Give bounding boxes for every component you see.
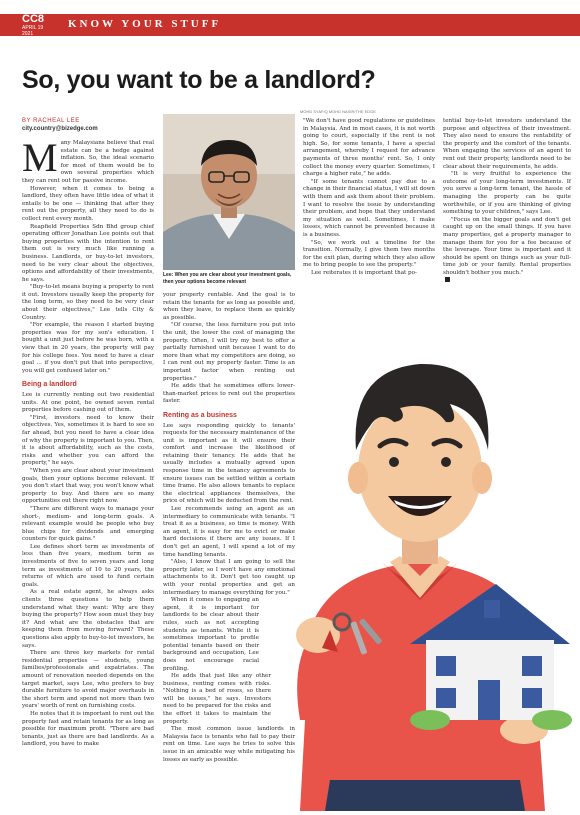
portrait-photo — [163, 114, 295, 270]
column-3 — [303, 118, 435, 277]
byline: BY RACHEAL LEE — [22, 118, 80, 124]
paragraph: "There are different ways to manage your short-, medium- and long-term goals. A relevant example would be people who buy blue chips for dividends and emerging counters for quick gains." — [22, 505, 154, 543]
paragraph: Lee reiterates it is important that po- — [311, 269, 417, 276]
paragraph: He notes that it is important to rent out the property fast and retain tenants for as long as possible for maximum profit. "There are bad tenants, just as there are bad landlords. As a landlord, you have to make — [22, 710, 154, 748]
photo-caption: Lee: When you are clear about your investment goals, then your options become relevant — [163, 272, 292, 285]
paragraph: Lee is currently renting out two residential units. At one point, he owned seven rental properties before cashing out of them. — [22, 392, 154, 414]
paragraph: Lee recommends using an agent as an intermediary to communicate with tenants. "I treat it as a business, so time is money. With an agent, it is easy for me to evict or make hard decisions if there are any issues. If I don't get an agent, I will spend a lot of my time handling tenants. — [163, 506, 295, 558]
cartoon-man-with-house — [270, 300, 580, 811]
paragraph: "For example, the reason I started buying properties was for my son's education. I bought a unit just before he was born, with a view that in 20 years, the property will pay for his college fees. You need to have a clear goal ... if you don't put that into perspective, you will get confused later on." — [22, 322, 154, 374]
page-code: CC8 — [22, 13, 45, 25]
paragraph: tential buy-to-let investors understand the purpose and objectives of their investment. They also need to ensure the rentability of the property and the comfort of the tenants. When engaging the services of an agent to rent out their property, landlords need to be clear about their requirements, he adds. — [443, 118, 571, 170]
paragraph: As a real estate agent, he always asks clients three questions to help them understand what they want: Why are they buying the property? How soon must they buy it? And what are the obstacles that are keeping them from moving forward? These questions also apply to buy-to-let investors, he says. — [22, 589, 155, 649]
headline: So, you want to be a landlord? — [22, 66, 376, 94]
paragraph: Reapfield Properties Sdn Bhd group chief operating officer Jonathan Lee points out that buying properties with the intention to rent them out is very much like running a business. Landlords, or buy-to-let investors, need to be very clear about the objectives, options and affordability of their investments, he says. — [22, 223, 154, 283]
paragraph: He adds that he sometimes offers lower-than-market prices to rent out the properties faster. — [163, 383, 295, 405]
portrait-illustration — [163, 114, 295, 270]
paragraph: He adds that just like any other business, renting comes with risks. "Nothing is a bed of roses, so there will be issues," he says. Investors need to be prepared for the risks and the effort it takes to maintain the property. — [163, 673, 271, 725]
column-1 — [22, 135, 155, 749]
author-email: city.country@bizedge.com — [22, 126, 98, 132]
drop-cap: M — [22, 135, 58, 180]
paragraph: "When you are clear about your investment goals, then your options become relevant. If you don't start that way, you won't know what property to buy. And there are so many opportunities out there right now. — [22, 467, 154, 505]
paragraph: "Of course, the less furniture you put into the unit, the lower the cost of managing the property. Often, I will try my best to offer a partially furnished unit because I want to do more than what my competitors are doing, so I can rent out my property faster. Time is an important factor when renting out properties." — [163, 322, 295, 382]
paragraph: "If some tenants cannot pay due to a change in their financial status, I will sit down with them and ask them about their problem. I want to resolve the issue by understanding their problem, and hope that they understand my situation as well. Sometimes, I make losses, which cannot be prevented because it is a business. — [303, 178, 435, 238]
photo-credit: MOHD SYAFIQ MOHD NASIR/THE EDGE — [300, 109, 376, 114]
page-date — [22, 25, 43, 37]
date-year: 2021 — [22, 31, 34, 37]
column-4 — [443, 118, 571, 285]
section-title: KNOW YOUR STUFF — [68, 18, 222, 30]
paragraph: The most common issue landlords in Malaysia face is tenants who fail to pay their rent on time. Lee says he tries to solve this issue in an amicable way while mitigating his losses as early as possible. — [163, 726, 295, 763]
paragraph: Lee says responding quickly to tenants' requests for the necessary maintenance of the unit is important as it will ensure their comfort and increase the likelihood of retaining their tenancy. He adds that he usually includes a mutually agreed upon response time in the tenancy agreements to ensure issues can be settled within a certain time frame. He also allows tenants to replace the electrical appliances themselves, the price of which will be deducted from the rent. — [163, 422, 295, 505]
subheading-renting-as-business: Renting as a business — [163, 411, 237, 419]
paragraph: "We don't have good regulations or guidelines in Malaysia. And in most cases, it is not worth going to court, especially if the rent is not high. So, for some tenants, I have a special arrangement, whereby I request for advance payments of three months' rent. So, I only collect the money every quarter. Sometimes, I charge a higher rate," he adds. — [303, 118, 435, 178]
paragraph: "Focus on the bigger goals and don't get caught up on the small things. If you have many properties, get a property manager to manage them for you for a fee because of the leverage. Your time is important and it should be spent on things such as your full-time job or your family. Rental properties shouldn't bother you much." — [443, 216, 571, 276]
paragraph: There are three key markets for rental residential properties — students, young families/professionals and expatriates. The amount of renovation needed depends on the target market, says Lee, who prefers to buy durable furniture to avoid major overhauls in the short term and spend not more than two years' worth of rent on furnishing costs. — [22, 650, 154, 710]
paragraph: "Also, I know that I am going to sell the property later, so I won't have any emotional attachments to it. Don't get too caught up with your rental properties and get an intermediary to manage everything for you." — [163, 559, 295, 596]
paragraph: However, when it comes to being a landlord, they often have little idea of what it entails to be one — thinking that after they rent out the property, all they need to do is collect rent every month. — [22, 185, 154, 222]
paragraph: "It is very fruitful to experience the outcome of your long-term investments. If you serve a long-term tenant, the hassle of managing the property can be quite worthwhile, or if you are thinking of giving something to your children," says Lee. — [443, 171, 571, 216]
subheading-being-a-landlord: Being a landlord — [22, 381, 77, 389]
paragraph: When it comes to engaging an agent, it is important for landlords to be clear about their rules, such as not accepting students as tenants. While it is sometimes important to profile potential tenants based on their background and occupation, Lee does not encourage racial profiling. — [163, 597, 259, 672]
lead-paragraph: any Malaysians believe that real estate can be a hedge against inflation. So, the ideal scenario for most of them would be to own several properties which they can rent out for passive income. — [22, 140, 154, 184]
paragraph: your property rentable. And the goal is to retain the tenants for as long as possible and, when they leave, to replace them as quickly as possible. — [163, 292, 295, 321]
paragraph: "First, investors need to know their objectives. Yes, sometimes it is hard to see so far ahead, but you need to have a clear idea of why the property is important to you. Then, it is about affordability, such as the costs, risks and whether you can afford the property," he says. — [22, 414, 154, 467]
paragraph: Lee defines short term as investments of less than five years, medium term as investments of five to seven years and long term as investments of 10 to 20 years, the returns of which are used to fund certain goals. — [22, 543, 154, 588]
landlord-illustration — [270, 300, 580, 811]
paragraph: "Buy-to-let means buying a property to rent it out. Investors usually keep the property for the long term, so they need to be very clear about their objectives," Lee tells City & Country. — [22, 284, 154, 321]
paragraph: "So, we work out a timeline for the transition. Normally, I give them two months for the exit plan, during which they also allow me to bring people to see the property." — [303, 239, 435, 269]
page-header — [0, 0, 580, 58]
date-month: APRIL 19 — [22, 25, 44, 31]
end-mark-icon — [445, 277, 450, 282]
